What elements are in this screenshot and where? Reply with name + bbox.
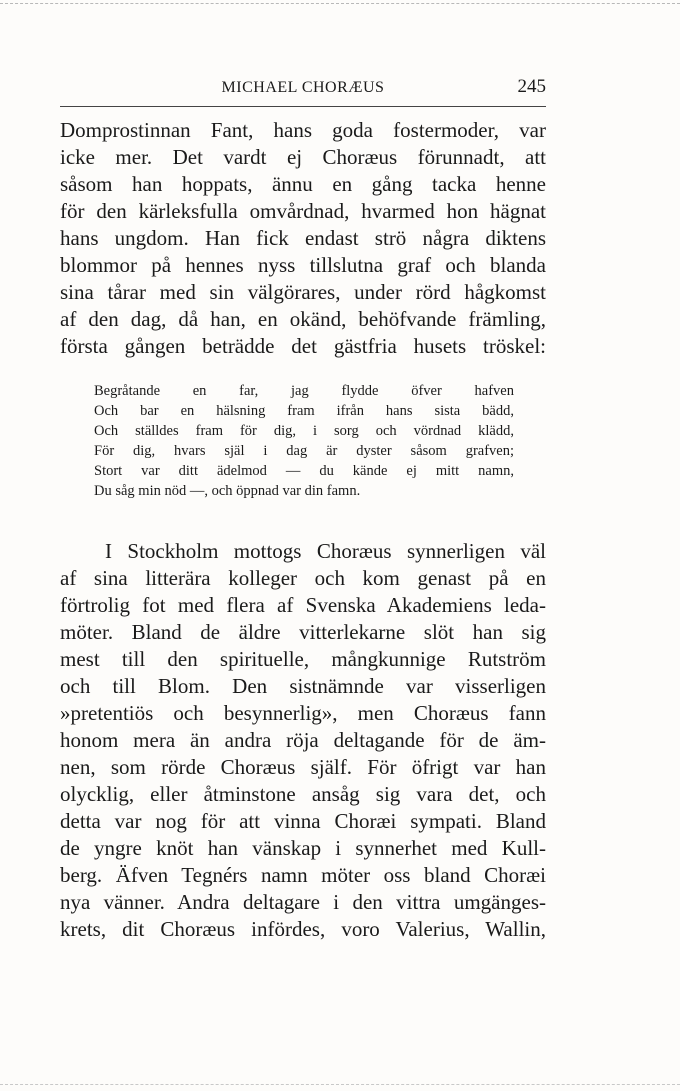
text-line: och till Blom. Den sistnämnde var visserligen	[60, 674, 546, 698]
text-line: första gången beträdde det gästfria husets tröskel:	[60, 334, 546, 358]
scan-edge-top	[0, 3, 680, 4]
text-line: detta var nog för att vinna Choræi sympati. Bland	[60, 809, 546, 833]
text-line: nya vänner. Andra deltagare i den vittra umgänges-	[60, 890, 546, 914]
running-title: MICHAEL CHORÆUS	[221, 79, 385, 96]
text-line: honom mera än andra röja deltagande för de äm-	[60, 728, 546, 752]
text-line: de yngre knöt han vänskap i synnerhet med Kull-	[60, 836, 546, 860]
paragraph-2	[60, 538, 546, 943]
text-line: »pretentiös och besynnerlig», men Choræus fann	[60, 701, 546, 725]
text-line: Domprostinnan Fant, hans goda fostermoder, var	[60, 118, 546, 142]
page-number: 245	[517, 76, 546, 97]
text-line: I Stockholm mottogs Choræus synnerligen väl	[105, 539, 546, 563]
text-line: mest till den spirituelle, mångkunnige Rutström	[60, 647, 546, 671]
poem-line: Stort var ditt ädelmod — du kände ej mitt namn,	[94, 463, 514, 479]
text-line: sina tårar med sin välgörares, under rörd hågkomst	[60, 280, 546, 304]
poem-line: Och bar en hälsning fram ifrån hans sista bädd,	[94, 403, 514, 419]
text-line: berg. Äfven Tegnérs namn möter oss bland Choræi	[60, 863, 546, 887]
text-line: såsom han hoppats, ännu en gång tacka henne	[60, 172, 546, 196]
poem-line: Du såg min nöd —, och öppnad var din famn.	[94, 483, 361, 499]
text-line: af den dag, då han, en okänd, behöfvande främling,	[60, 307, 546, 331]
text-line: för den kärleksfulla omvårdnad, hvarmed hon hägnat	[60, 199, 546, 223]
text-line: möter. Bland de äldre vitterlekarne slöt han sig	[60, 620, 546, 644]
text-line: nen, som rörde Choræus själf. För öfrigt var han	[60, 755, 546, 779]
poem-line: För dig, hvars själ i dag är dyster såsom grafven;	[94, 443, 514, 459]
scan-edge-bottom	[0, 1084, 680, 1085]
poem-block	[94, 381, 514, 501]
text-line: blommor på hennes nyss tillslutna graf och blanda	[60, 253, 546, 277]
text-line: hans ungdom. Han fick endast strö några diktens	[60, 226, 546, 250]
text-line: icke mer. Det vardt ej Choræus förunnadt, att	[60, 145, 546, 169]
page-header	[60, 76, 546, 107]
poem-line: Begråtande en far, jag flydde öfver hafven	[94, 383, 514, 399]
poem-line: Och ställdes fram för dig, i sorg och vördnad klädd,	[94, 423, 514, 439]
paragraph-1	[60, 117, 546, 360]
text-line: af sina litterära kolleger och kom genast på en	[60, 566, 546, 590]
text-line: förtrolig fot med flera af Svenska Akademiens leda-	[60, 593, 546, 617]
text-line: krets, dit Choræus infördes, voro Valerius, Wallin,	[60, 917, 546, 941]
text-line: olycklig, eller åtminstone ansåg sig vara det, och	[60, 782, 546, 806]
